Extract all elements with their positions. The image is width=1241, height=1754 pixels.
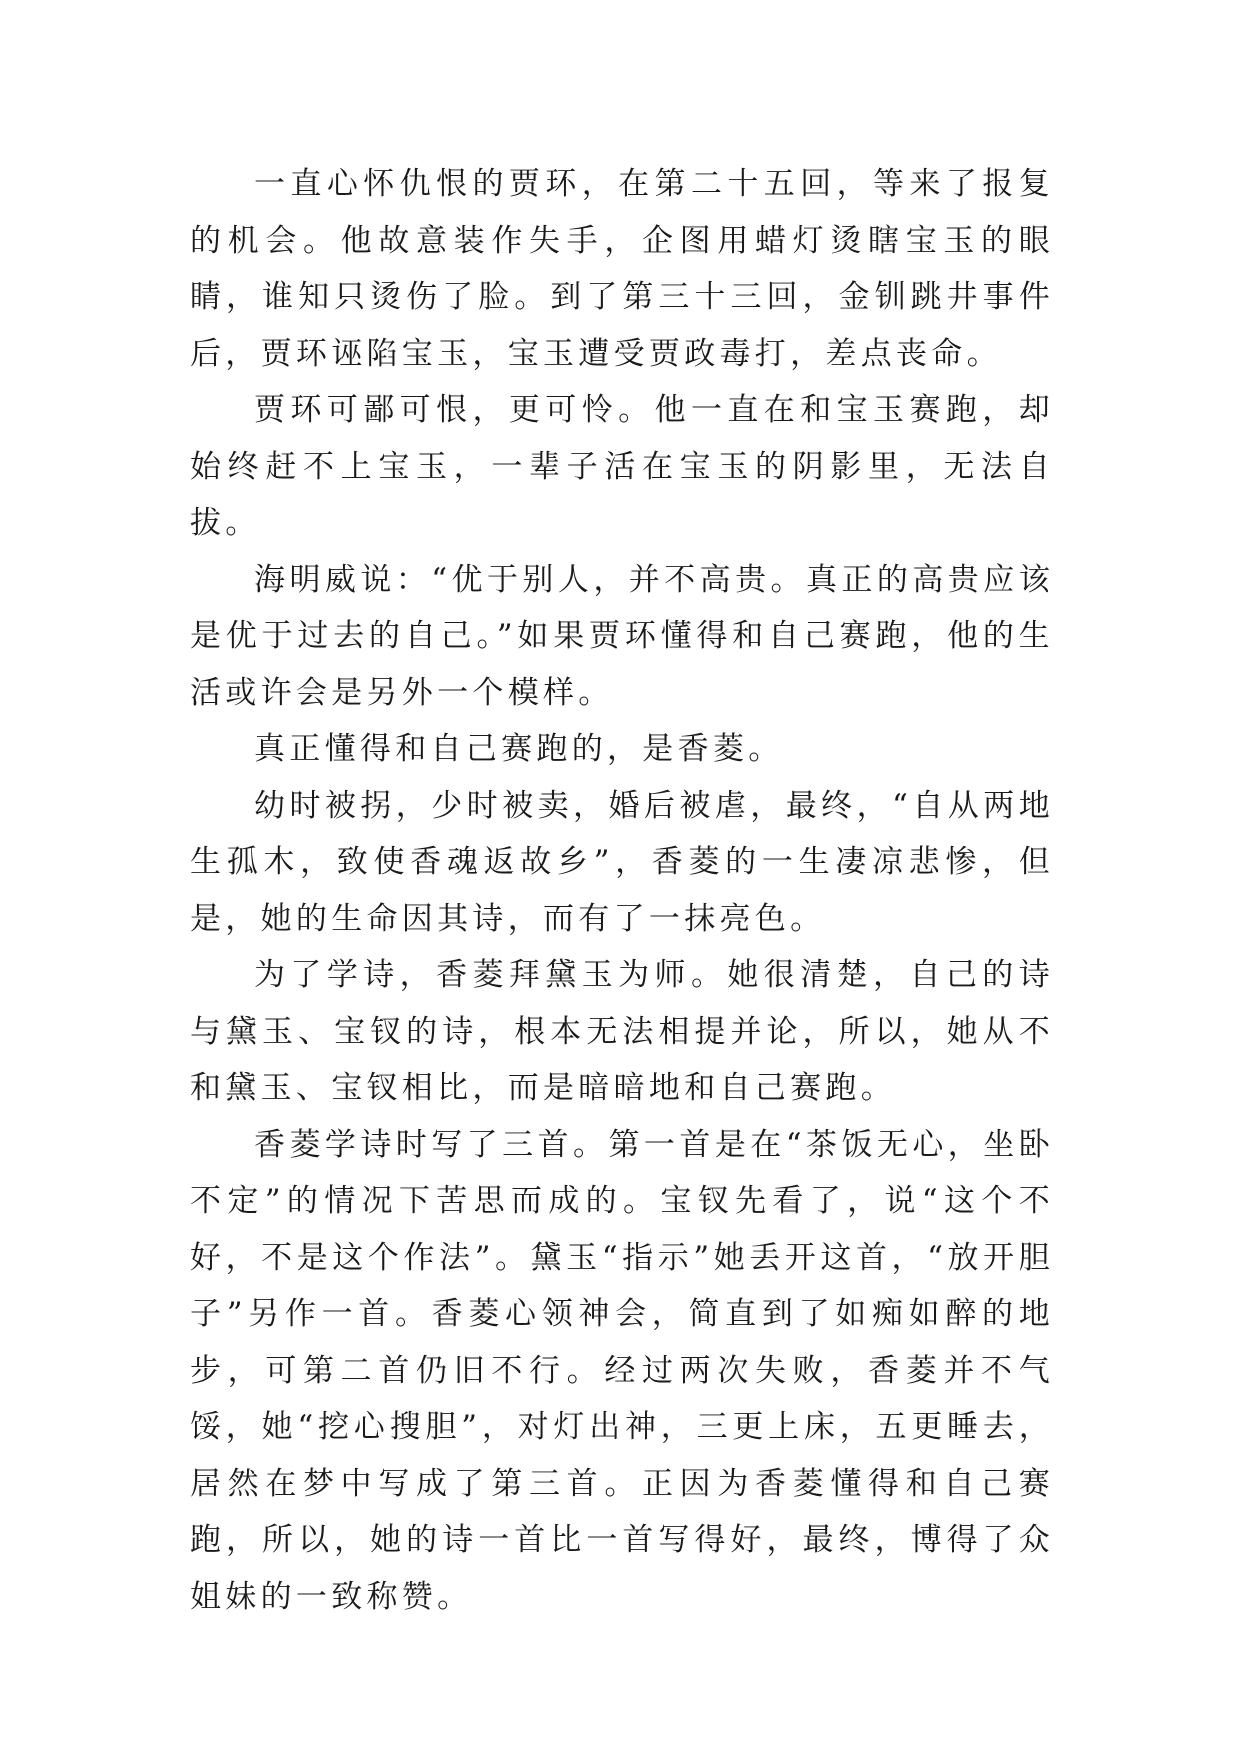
paragraph-1: 一直心怀仇恨的贾环，在第二十五回，等来了报复的机会。他故意装作失手，企图用蜡灯烫瞎宝玉的眼睛，谁知只烫伤了脸。到了第三十三回，金钏跳井事件后，贾环诬陷宝玉，宝玉遭受贾政毒打，差点丧命。 xyxy=(190,166,1054,372)
paragraph-4: 真正懂得和自己赛跑的，是香菱。 xyxy=(254,731,784,767)
document-body xyxy=(190,156,1054,1625)
paragraph-3: 海明威说：“优于别人，并不高贵。真正的高贵应该是优于过去的自己。”如果贾环懂得和自己赛跑，他的生活或许会是另外一个模样。 xyxy=(190,561,1054,711)
paragraph-5: 幼时被拐，少时被卖，婚后被虐，最终，“自从两地生孤木，致使香魂返故乡”，香菱的一生凄凉悲惨，但是，她的生命因其诗，而有了一抹亮色。 xyxy=(190,787,1054,937)
paragraph-2: 贾环可鄙可恨，更可怜。他一直在和宝玉赛跑，却始终赶不上宝玉，一辈子活在宝玉的阴影里，无法自拔。 xyxy=(190,392,1054,541)
paragraph-7: 香菱学诗时写了三首。第一首是在“茶饭无心，坐卧不定”的情况下苦思而成的。宝钗先看了，说“这个不好，不是这个作法”。黛玉“指示”她丢开这首，“放开胆子”另作一首。香菱心领神会，简直到了如痴如醉的地步，可第二首仍旧不行。经过两次失败，香菱并不气馁，她“挖心搜胆”，对灯出神，三更上床，五更睡去，居然在梦中写成了第三首。正因为香菱懂得和自己赛跑，所以，她的诗一首比一首写得好，最终，博得了众姐妹的一致称赞。 xyxy=(190,1126,1054,1615)
paragraph-6: 为了学诗，香菱拜黛玉为师。她很清楚，自己的诗与黛玉、宝钗的诗，根本无法相提并论，所以，她从不和黛玉、宝钗相比，而是暗暗地和自己赛跑。 xyxy=(190,957,1054,1106)
